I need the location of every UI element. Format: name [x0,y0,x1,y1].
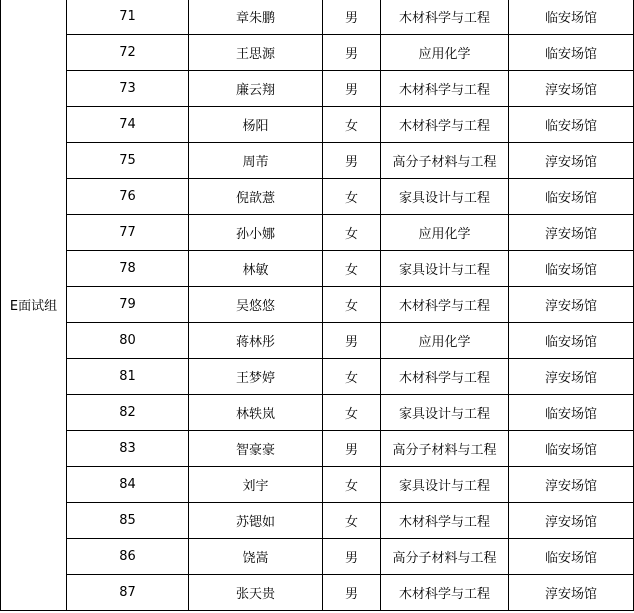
cell-major: 家具设计与工程 [381,395,509,431]
cell-venue: 临安场馆 [509,251,634,287]
cell-major: 家具设计与工程 [381,179,509,215]
cell-major: 家具设计与工程 [381,251,509,287]
cell-name: 章朱鹏 [189,0,323,35]
cell-name: 杨阳 [189,107,323,143]
cell-major: 应用化学 [381,35,509,71]
cell-gender: 男 [323,0,381,35]
table-row [1,467,634,503]
cell-venue: 淳安场馆 [509,467,634,503]
cell-venue: 临安场馆 [509,323,634,359]
cell-name: 林敏 [189,251,323,287]
cell-major: 木材科学与工程 [381,359,509,395]
table-row [1,431,634,467]
cell-gender: 女 [323,179,381,215]
table-row [1,575,634,611]
cell-gender: 男 [323,35,381,71]
table-row [1,107,634,143]
group-label: E面试组 [1,0,67,611]
table-row [1,395,634,431]
cell-venue: 临安场馆 [509,539,634,575]
table-row [1,539,634,575]
cell-major: 木材科学与工程 [381,503,509,539]
table-row [1,71,634,107]
table-row [1,179,634,215]
cell-name: 廉云翔 [189,71,323,107]
cell-gender: 男 [323,431,381,467]
cell-major: 高分子材料与工程 [381,143,509,179]
cell-gender: 女 [323,251,381,287]
cell-venue: 临安场馆 [509,107,634,143]
cell-venue: 淳安场馆 [509,575,634,611]
cell-number: 72 [67,35,189,71]
cell-number: 86 [67,539,189,575]
cell-venue: 临安场馆 [509,179,634,215]
cell-name: 智豪豪 [189,431,323,467]
table-row [1,35,634,71]
cell-gender: 女 [323,359,381,395]
cell-gender: 男 [323,323,381,359]
cell-name: 周芾 [189,143,323,179]
cell-number: 73 [67,71,189,107]
cell-gender: 女 [323,503,381,539]
table-row [1,0,634,35]
cell-number: 74 [67,107,189,143]
cell-venue: 临安场馆 [509,431,634,467]
cell-major: 木材科学与工程 [381,0,509,35]
cell-venue: 淳安场馆 [509,71,634,107]
cell-major: 家具设计与工程 [381,467,509,503]
cell-gender: 男 [323,575,381,611]
cell-name: 倪歆薏 [189,179,323,215]
cell-major: 应用化学 [381,323,509,359]
cell-gender: 男 [323,71,381,107]
cell-venue: 淳安场馆 [509,287,634,323]
cell-number: 79 [67,287,189,323]
table-row [1,143,634,179]
cell-gender: 女 [323,215,381,251]
table-row [1,251,634,287]
cell-number: 77 [67,215,189,251]
table-row [1,287,634,323]
cell-number: 71 [67,0,189,35]
cell-venue: 淳安场馆 [509,143,634,179]
cell-venue: 淳安场馆 [509,215,634,251]
table-row [1,359,634,395]
cell-number: 82 [67,395,189,431]
cell-number: 80 [67,323,189,359]
cell-number: 78 [67,251,189,287]
cell-venue: 淳安场馆 [509,359,634,395]
cell-gender: 女 [323,287,381,323]
table-row [1,215,634,251]
cell-name: 饶嵩 [189,539,323,575]
cell-gender: 女 [323,107,381,143]
cell-major: 木材科学与工程 [381,71,509,107]
cell-major: 应用化学 [381,215,509,251]
cell-gender: 男 [323,539,381,575]
cell-major: 木材科学与工程 [381,107,509,143]
cell-number: 75 [67,143,189,179]
cell-major: 高分子材料与工程 [381,539,509,575]
cell-gender: 男 [323,143,381,179]
cell-name: 孙小娜 [189,215,323,251]
cell-name: 苏锶如 [189,503,323,539]
cell-name: 张天贵 [189,575,323,611]
cell-number: 85 [67,503,189,539]
cell-number: 84 [67,467,189,503]
cell-venue: 临安场馆 [509,35,634,71]
table-row [1,323,634,359]
cell-major: 高分子材料与工程 [381,431,509,467]
cell-major: 木材科学与工程 [381,287,509,323]
cell-name: 王思源 [189,35,323,71]
cell-number: 87 [67,575,189,611]
roster-body [1,0,634,611]
cell-number: 76 [67,179,189,215]
cell-number: 81 [67,359,189,395]
cell-name: 蒋林彤 [189,323,323,359]
cell-name: 刘宇 [189,467,323,503]
cell-venue: 临安场馆 [509,395,634,431]
cell-number: 83 [67,431,189,467]
cell-major: 木材科学与工程 [381,575,509,611]
cell-gender: 女 [323,467,381,503]
cell-name: 林轶岚 [189,395,323,431]
cell-name: 王梦婷 [189,359,323,395]
cell-venue: 临安场馆 [509,0,634,35]
cell-name: 吴悠悠 [189,287,323,323]
table-row [1,503,634,539]
cell-venue: 淳安场馆 [509,503,634,539]
cell-gender: 女 [323,395,381,431]
